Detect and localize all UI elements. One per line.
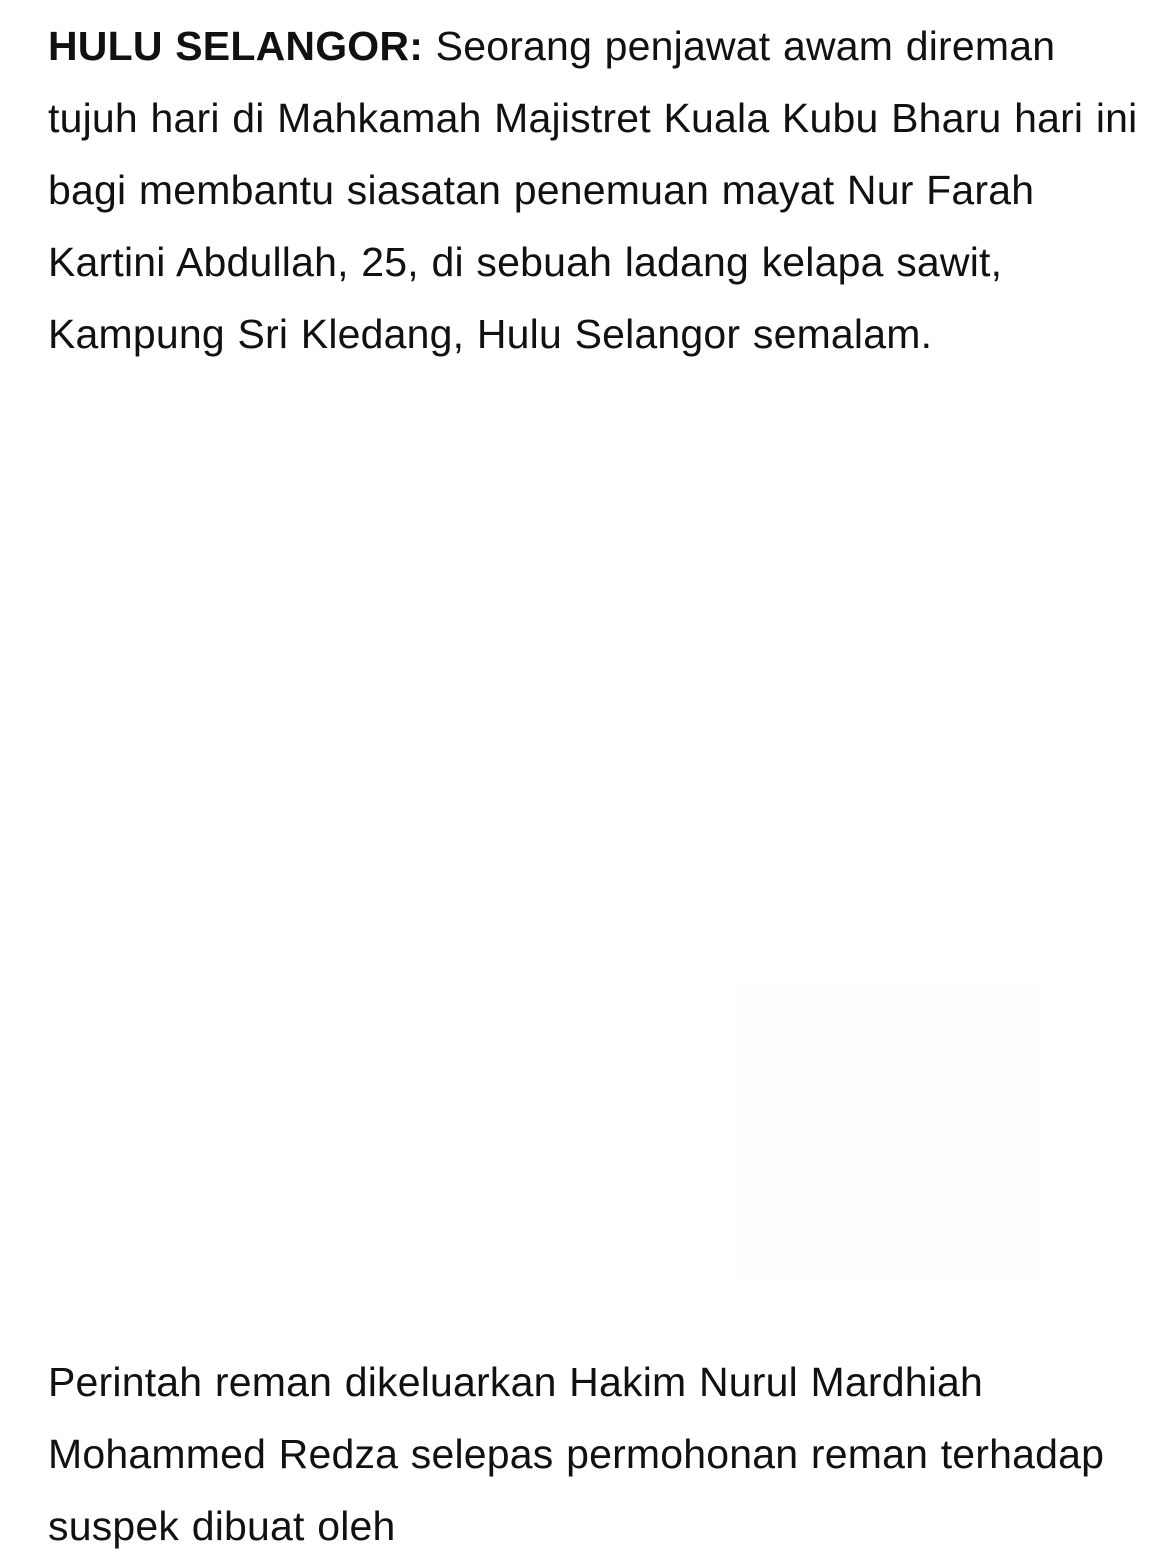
article-paragraph-1-text: Seorang penjawat awam direman tujuh hari di Mahkamah Majistret Kuala Kubu Bharu hari ini bagi membantu siasatan penemuan mayat Nur Farah Kartini Abdullah, 25, di sebuah ladang kelapa sawit, Kampung Sri Kledang, Hulu Selangor semalam. <box>48 23 1138 357</box>
article-paragraph-2 <box>48 1346 1138 1562</box>
faded-image-placeholder <box>738 982 1038 1277</box>
article-paragraph-2-text: Perintah reman dikeluarkan Hakim Nurul Mardhiah Mohammed Redza selepas permohonan reman terhadap suspek dibuat oleh <box>48 1359 1105 1549</box>
article-dateline: HULU SELANGOR: <box>48 23 424 69</box>
article-paragraph-1 <box>48 10 1138 370</box>
